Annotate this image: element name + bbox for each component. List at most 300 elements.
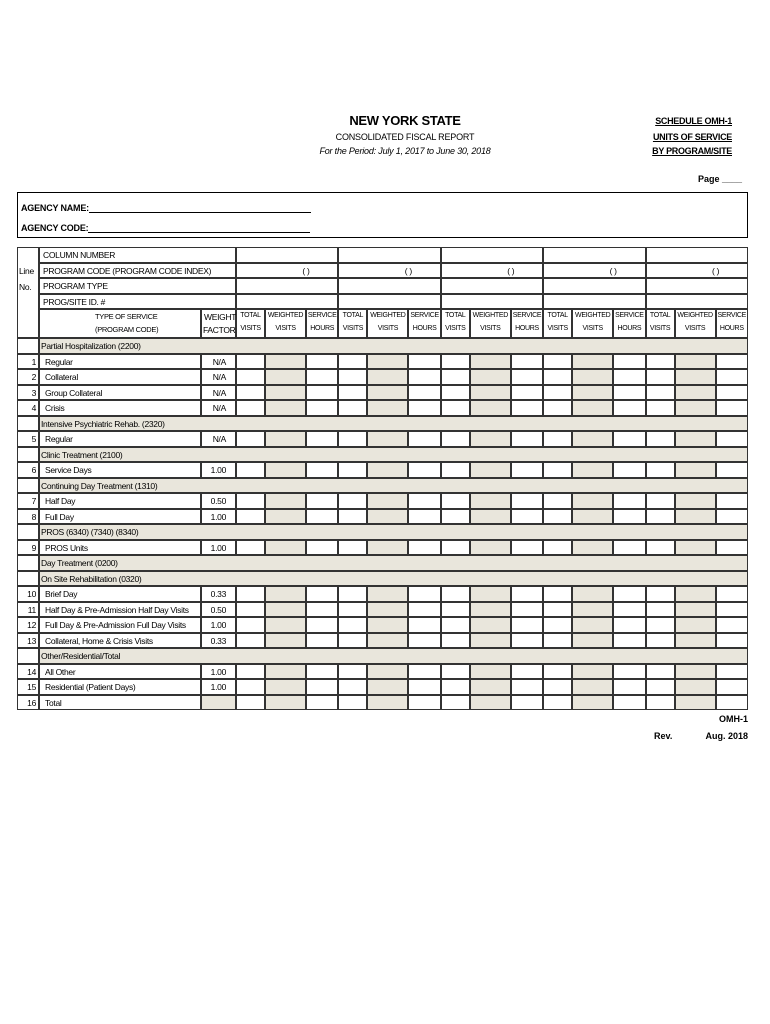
section-row — [39, 524, 748, 540]
data-entry-cell[interactable] — [306, 354, 338, 370]
data-entry-cell[interactable] — [236, 369, 265, 385]
data-entry-cell[interactable] — [543, 602, 572, 618]
data-entry-cell[interactable] — [716, 462, 748, 478]
data-entry-cell — [675, 369, 716, 385]
column-header-bottom: VISITS — [480, 325, 501, 332]
data-entry-cell[interactable] — [236, 679, 265, 695]
data-entry-cell[interactable] — [646, 633, 675, 649]
data-entry-cell[interactable] — [236, 493, 265, 509]
data-entry-cell[interactable] — [613, 695, 645, 711]
data-entry-cell[interactable] — [338, 369, 367, 385]
column-header-bottom: VISITS — [547, 325, 568, 332]
data-entry-cell[interactable] — [511, 509, 543, 525]
data-entry-cell — [265, 369, 306, 385]
data-entry-cell[interactable] — [338, 664, 367, 680]
header-input-cell[interactable] — [338, 247, 440, 263]
revision-label: Rev. — [654, 731, 673, 741]
line-number: 3 — [31, 387, 36, 398]
header-input-cell[interactable] — [236, 263, 338, 279]
data-entry-cell[interactable] — [441, 664, 470, 680]
data-entry-cell[interactable] — [236, 633, 265, 649]
data-entry-cell[interactable] — [408, 679, 440, 695]
service-label: PROS Units — [45, 542, 88, 553]
service-label-cell — [39, 695, 201, 711]
data-entry-cell[interactable] — [306, 586, 338, 602]
header-input-cell[interactable] — [543, 263, 645, 279]
data-entry-cell[interactable] — [511, 695, 543, 711]
data-entry-cell — [265, 617, 306, 633]
data-entry-cell[interactable] — [543, 369, 572, 385]
data-entry-cell[interactable] — [543, 493, 572, 509]
section-row — [39, 338, 748, 354]
data-entry-cell — [572, 509, 613, 525]
column-header-bottom: VISITS — [275, 325, 296, 332]
data-entry-cell — [572, 586, 613, 602]
data-entry-cell[interactable] — [236, 354, 265, 370]
line-number: 11 — [27, 604, 36, 615]
header-input-cell[interactable] — [646, 294, 748, 310]
data-entry-cell[interactable] — [716, 679, 748, 695]
header-input-cell[interactable] — [338, 263, 440, 279]
weight-factor-value: N/A — [212, 387, 226, 398]
data-entry-cell[interactable] — [338, 354, 367, 370]
data-entry-cell[interactable] — [646, 586, 675, 602]
line-number: 15 — [27, 682, 36, 692]
data-entry-cell[interactable] — [306, 509, 338, 525]
service-label: Half Day & Pre-Admission Half Day Visits — [45, 604, 189, 615]
data-entry-cell[interactable] — [716, 664, 748, 680]
data-entry-cell — [367, 462, 408, 478]
section-label: PROS (6340) (7340) (8340) — [41, 527, 139, 537]
data-entry-cell[interactable] — [408, 617, 440, 633]
column-header-top: TOTAL — [649, 312, 671, 319]
data-entry-cell[interactable] — [306, 679, 338, 695]
data-entry-cell[interactable] — [511, 679, 543, 695]
data-entry-cell[interactable] — [543, 695, 572, 711]
data-entry-cell[interactable] — [646, 493, 675, 509]
header-input-cell[interactable] — [543, 278, 645, 294]
data-entry-cell[interactable] — [236, 400, 265, 416]
data-entry-cell[interactable] — [511, 633, 543, 649]
data-entry-cell[interactable] — [543, 431, 572, 447]
form-subtitle: CONSOLIDATED FISCAL REPORT — [335, 132, 475, 142]
weight-factor-value: 0.50 — [210, 496, 226, 506]
data-entry-cell[interactable] — [543, 385, 572, 401]
data-entry-cell — [367, 617, 408, 633]
data-entry-cell[interactable] — [511, 462, 543, 478]
data-entry-cell[interactable] — [716, 354, 748, 370]
data-entry-cell[interactable] — [236, 462, 265, 478]
data-entry-cell[interactable] — [646, 431, 675, 447]
column-header-bottom: VISITS — [445, 325, 466, 332]
data-entry-cell[interactable] — [408, 540, 440, 556]
data-entry-cell[interactable] — [646, 509, 675, 525]
form-code: OMH-1 — [719, 714, 748, 724]
header-row-text: PROGRAM TYPE — [43, 281, 108, 291]
column-header-bottom: HOURS — [617, 325, 642, 332]
data-entry-cell[interactable] — [441, 540, 470, 556]
data-entry-cell[interactable] — [716, 633, 748, 649]
data-entry-cell[interactable] — [646, 617, 675, 633]
header-input-cell[interactable] — [646, 247, 748, 263]
weight-factor-value: 1.00 — [210, 682, 226, 692]
header-input-cell[interactable] — [543, 294, 645, 310]
data-entry-cell — [265, 385, 306, 401]
data-entry-cell — [367, 602, 408, 618]
data-entry-cell[interactable] — [511, 400, 543, 416]
data-entry-cell[interactable] — [408, 602, 440, 618]
service-label: Full Day — [45, 511, 74, 522]
data-entry-cell[interactable] — [613, 385, 645, 401]
type-of-service-label: TYPE OF SERVICE — [95, 312, 158, 321]
agency-name-field[interactable] — [89, 202, 311, 213]
data-entry-cell[interactable] — [236, 586, 265, 602]
data-entry-cell[interactable] — [236, 617, 265, 633]
data-entry-cell[interactable] — [306, 369, 338, 385]
data-entry-cell[interactable] — [543, 586, 572, 602]
data-entry-cell[interactable] — [408, 633, 440, 649]
data-entry-cell[interactable] — [613, 602, 645, 618]
line-number-cell — [17, 571, 39, 587]
data-entry-cell[interactable] — [716, 493, 748, 509]
data-entry-cell — [675, 695, 716, 711]
data-entry-cell[interactable] — [306, 664, 338, 680]
program-code-parens: ( ) — [404, 265, 412, 276]
data-entry-cell[interactable] — [543, 679, 572, 695]
data-entry-cell[interactable] — [543, 400, 572, 416]
weight-factor-value: 1.00 — [210, 542, 226, 553]
column-header-top: TOTAL — [342, 312, 364, 319]
data-entry-cell[interactable] — [511, 385, 543, 401]
data-entry-cell[interactable] — [716, 385, 748, 401]
data-entry-cell[interactable] — [441, 385, 470, 401]
header-input-cell[interactable] — [646, 263, 748, 279]
data-entry-cell[interactable] — [408, 431, 440, 447]
data-entry-cell[interactable] — [543, 540, 572, 556]
data-entry-cell[interactable] — [716, 369, 748, 385]
data-entry-cell — [675, 540, 716, 556]
data-entry-cell[interactable] — [543, 354, 572, 370]
data-entry-cell — [367, 369, 408, 385]
data-entry-cell[interactable] — [306, 695, 338, 711]
header-input-cell[interactable] — [236, 247, 338, 263]
line-number: 8 — [31, 511, 36, 522]
header-input-cell[interactable] — [646, 278, 748, 294]
data-entry-cell[interactable] — [408, 664, 440, 680]
data-entry-cell[interactable] — [338, 493, 367, 509]
data-entry-cell[interactable] — [613, 369, 645, 385]
data-entry-cell[interactable] — [646, 400, 675, 416]
data-entry-cell[interactable] — [511, 664, 543, 680]
data-entry-cell[interactable] — [408, 385, 440, 401]
data-entry-cell[interactable] — [613, 664, 645, 680]
data-entry-cell — [470, 664, 511, 680]
data-entry-cell[interactable] — [543, 509, 572, 525]
column-header-bottom: VISITS — [649, 325, 671, 332]
data-entry-cell[interactable] — [338, 679, 367, 695]
data-entry-cell — [470, 633, 511, 649]
data-entry-cell[interactable] — [511, 493, 543, 509]
line-number: 12 — [27, 620, 36, 630]
data-entry-cell[interactable] — [716, 509, 748, 525]
factor-label: FACTOR — [203, 325, 236, 335]
data-entry-cell[interactable] — [441, 493, 470, 509]
data-entry-cell[interactable] — [716, 695, 748, 711]
data-entry-cell[interactable] — [613, 540, 645, 556]
section-label: On Site Rehabilitation (0320) — [41, 573, 142, 584]
column-header-bottom: HOURS — [515, 325, 539, 332]
data-entry-cell — [675, 633, 716, 649]
data-entry-cell — [675, 462, 716, 478]
header-input-cell[interactable] — [441, 294, 543, 310]
service-label: Service Days — [45, 465, 92, 475]
data-entry-cell[interactable] — [441, 462, 470, 478]
data-entry-cell — [367, 385, 408, 401]
data-entry-cell — [675, 617, 716, 633]
header-input-cell[interactable] — [543, 247, 645, 263]
data-entry-cell[interactable] — [716, 540, 748, 556]
section-label: Other/Residential/Total — [41, 651, 121, 661]
data-entry-cell — [572, 493, 613, 509]
data-entry-cell[interactable] — [408, 462, 440, 478]
header-row-text: COLUMN NUMBER — [43, 250, 116, 260]
data-entry-cell[interactable] — [338, 695, 367, 711]
data-entry-cell — [470, 462, 511, 478]
data-entry-cell — [265, 695, 306, 711]
section-label: Day Treatment (0200) — [41, 558, 118, 568]
data-entry-cell[interactable] — [511, 586, 543, 602]
line-number: 5 — [31, 434, 36, 444]
data-entry-cell — [367, 695, 408, 711]
data-entry-cell — [675, 602, 716, 618]
program-code-parens: ( ) — [609, 265, 617, 276]
data-entry-cell[interactable] — [511, 617, 543, 633]
line-number: 14 — [27, 666, 36, 677]
data-entry-cell[interactable] — [646, 664, 675, 680]
data-entry-cell — [367, 431, 408, 447]
data-entry-cell[interactable] — [613, 354, 645, 370]
data-entry-cell[interactable] — [306, 617, 338, 633]
data-entry-cell[interactable] — [408, 586, 440, 602]
data-entry-cell[interactable] — [441, 431, 470, 447]
data-entry-cell[interactable] — [306, 385, 338, 401]
data-entry-cell — [675, 679, 716, 695]
column-header-top: SERVICE — [615, 312, 644, 319]
data-entry-cell[interactable] — [613, 400, 645, 416]
data-entry-cell[interactable] — [306, 431, 338, 447]
data-entry-cell[interactable] — [646, 385, 675, 401]
data-entry-cell[interactable] — [511, 540, 543, 556]
header-input-cell[interactable] — [441, 247, 543, 263]
line-number-cell — [17, 478, 39, 494]
data-entry-cell[interactable] — [646, 369, 675, 385]
data-entry-cell[interactable] — [441, 679, 470, 695]
data-entry-cell — [265, 633, 306, 649]
data-entry-cell[interactable] — [613, 679, 645, 695]
service-label: Residential (Patient Days) — [45, 682, 136, 692]
data-entry-cell[interactable] — [646, 462, 675, 478]
line-column-header — [17, 247, 39, 338]
data-entry-cell — [572, 679, 613, 695]
data-entry-cell[interactable] — [511, 369, 543, 385]
data-entry-cell[interactable] — [338, 586, 367, 602]
data-entry-cell — [675, 431, 716, 447]
header-input-cell[interactable] — [441, 278, 543, 294]
data-entry-cell[interactable] — [338, 540, 367, 556]
data-entry-cell — [470, 679, 511, 695]
data-entry-cell — [265, 493, 306, 509]
program-code-parens: ( ) — [712, 265, 720, 276]
header-row-text: PROGRAM CODE (PROGRAM CODE INDEX) — [43, 265, 212, 276]
line-label: Line — [19, 266, 34, 276]
data-entry-cell[interactable] — [613, 586, 645, 602]
column-header-top: SERVICE — [512, 312, 542, 319]
data-entry-cell[interactable] — [646, 354, 675, 370]
column-header-bottom: VISITS — [240, 325, 261, 332]
data-entry-cell[interactable] — [306, 602, 338, 618]
data-entry-cell[interactable] — [236, 431, 265, 447]
line-number-cell — [17, 416, 39, 432]
data-entry-cell — [470, 602, 511, 618]
data-entry-cell[interactable] — [716, 586, 748, 602]
data-entry-cell[interactable] — [408, 369, 440, 385]
data-entry-cell[interactable] — [441, 509, 470, 525]
units-of-service-table — [17, 247, 748, 710]
data-entry-cell[interactable] — [236, 664, 265, 680]
agency-code-field[interactable] — [88, 222, 310, 233]
header-input-cell[interactable] — [236, 294, 338, 310]
data-entry-cell — [572, 664, 613, 680]
data-entry-cell[interactable] — [306, 400, 338, 416]
data-entry-cell[interactable] — [613, 493, 645, 509]
data-entry-cell[interactable] — [646, 695, 675, 711]
data-entry-cell[interactable] — [338, 431, 367, 447]
data-entry-cell[interactable] — [306, 493, 338, 509]
data-entry-cell — [265, 400, 306, 416]
data-entry-cell[interactable] — [408, 695, 440, 711]
data-entry-cell[interactable] — [716, 400, 748, 416]
agency-box — [17, 192, 748, 238]
data-entry-cell — [265, 540, 306, 556]
data-entry-cell — [265, 679, 306, 695]
data-entry-cell[interactable] — [441, 369, 470, 385]
data-entry-cell[interactable] — [441, 695, 470, 711]
data-entry-cell[interactable] — [543, 617, 572, 633]
data-entry-cell[interactable] — [543, 462, 572, 478]
data-entry-cell[interactable] — [236, 602, 265, 618]
data-entry-cell[interactable] — [306, 462, 338, 478]
data-entry-cell[interactable] — [511, 602, 543, 618]
data-entry-cell[interactable] — [646, 540, 675, 556]
data-entry-cell — [265, 354, 306, 370]
header-input-cell[interactable] — [441, 263, 543, 279]
service-label: Regular — [45, 356, 73, 367]
line-number-cell — [17, 447, 39, 463]
data-entry-cell[interactable] — [716, 617, 748, 633]
program-code-parens: ( ) — [302, 265, 310, 276]
data-entry-cell[interactable] — [511, 431, 543, 447]
data-entry-cell — [470, 617, 511, 633]
data-entry-cell[interactable] — [441, 633, 470, 649]
data-entry-cell — [572, 385, 613, 401]
data-entry-cell[interactable] — [236, 385, 265, 401]
column-header-top: WEIGHTED — [267, 312, 304, 319]
data-entry-cell[interactable] — [408, 354, 440, 370]
data-entry-cell[interactable] — [306, 633, 338, 649]
section-row — [39, 555, 748, 571]
data-entry-cell[interactable] — [408, 493, 440, 509]
section-row — [39, 447, 748, 463]
data-entry-cell[interactable] — [613, 431, 645, 447]
service-label: Crisis — [45, 403, 65, 413]
service-label: Collateral — [45, 372, 78, 382]
data-entry-cell[interactable] — [441, 354, 470, 370]
weight-factor-value: N/A — [212, 403, 226, 413]
data-entry-cell — [572, 633, 613, 649]
data-entry-cell[interactable] — [236, 509, 265, 525]
line-number: 10 — [27, 589, 36, 599]
data-entry-cell[interactable] — [613, 617, 645, 633]
data-entry-cell[interactable] — [441, 617, 470, 633]
data-entry-cell[interactable] — [306, 540, 338, 556]
data-entry-cell[interactable] — [408, 400, 440, 416]
data-entry-cell[interactable] — [441, 400, 470, 416]
data-entry-cell[interactable] — [338, 617, 367, 633]
data-entry-cell — [367, 354, 408, 370]
data-entry-cell[interactable] — [338, 462, 367, 478]
data-entry-cell[interactable] — [338, 633, 367, 649]
data-entry-cell[interactable] — [338, 509, 367, 525]
data-entry-cell[interactable] — [543, 633, 572, 649]
data-entry-cell — [572, 431, 613, 447]
data-entry-cell[interactable] — [441, 602, 470, 618]
data-entry-cell[interactable] — [716, 431, 748, 447]
weight-factor-value: N/A — [212, 356, 226, 367]
data-entry-cell[interactable] — [646, 679, 675, 695]
service-label: Half Day — [45, 496, 76, 506]
data-entry-cell[interactable] — [613, 462, 645, 478]
data-entry-cell[interactable] — [646, 602, 675, 618]
data-entry-cell — [367, 493, 408, 509]
data-entry-cell[interactable] — [236, 695, 265, 711]
data-entry-cell[interactable] — [338, 602, 367, 618]
data-entry-cell[interactable] — [441, 586, 470, 602]
line-number: 9 — [31, 542, 36, 553]
data-entry-cell[interactable] — [511, 354, 543, 370]
weight-factor-value: N/A — [212, 372, 226, 382]
header-input-cell[interactable] — [236, 278, 338, 294]
schedule-units-label: UNITS OF SERVICE — [652, 132, 732, 142]
header-input-cell[interactable] — [338, 278, 440, 294]
data-entry-cell[interactable] — [716, 602, 748, 618]
section-row — [39, 571, 748, 587]
data-entry-cell[interactable] — [236, 540, 265, 556]
data-entry-cell — [470, 369, 511, 385]
data-entry-cell[interactable] — [613, 509, 645, 525]
data-entry-cell — [265, 664, 306, 680]
data-entry-cell[interactable] — [338, 385, 367, 401]
column-header-top: SERVICE — [410, 312, 439, 319]
column-header-bottom: HOURS — [412, 325, 437, 332]
column-header-top: SERVICE — [307, 312, 337, 319]
data-entry-cell[interactable] — [408, 509, 440, 525]
data-entry-cell[interactable] — [338, 400, 367, 416]
data-entry-cell[interactable] — [543, 664, 572, 680]
service-label: Full Day & Pre-Admission Full Day Visits — [45, 620, 186, 630]
header-input-cell[interactable] — [338, 294, 440, 310]
data-entry-cell[interactable] — [613, 633, 645, 649]
service-label: Regular — [45, 434, 73, 444]
